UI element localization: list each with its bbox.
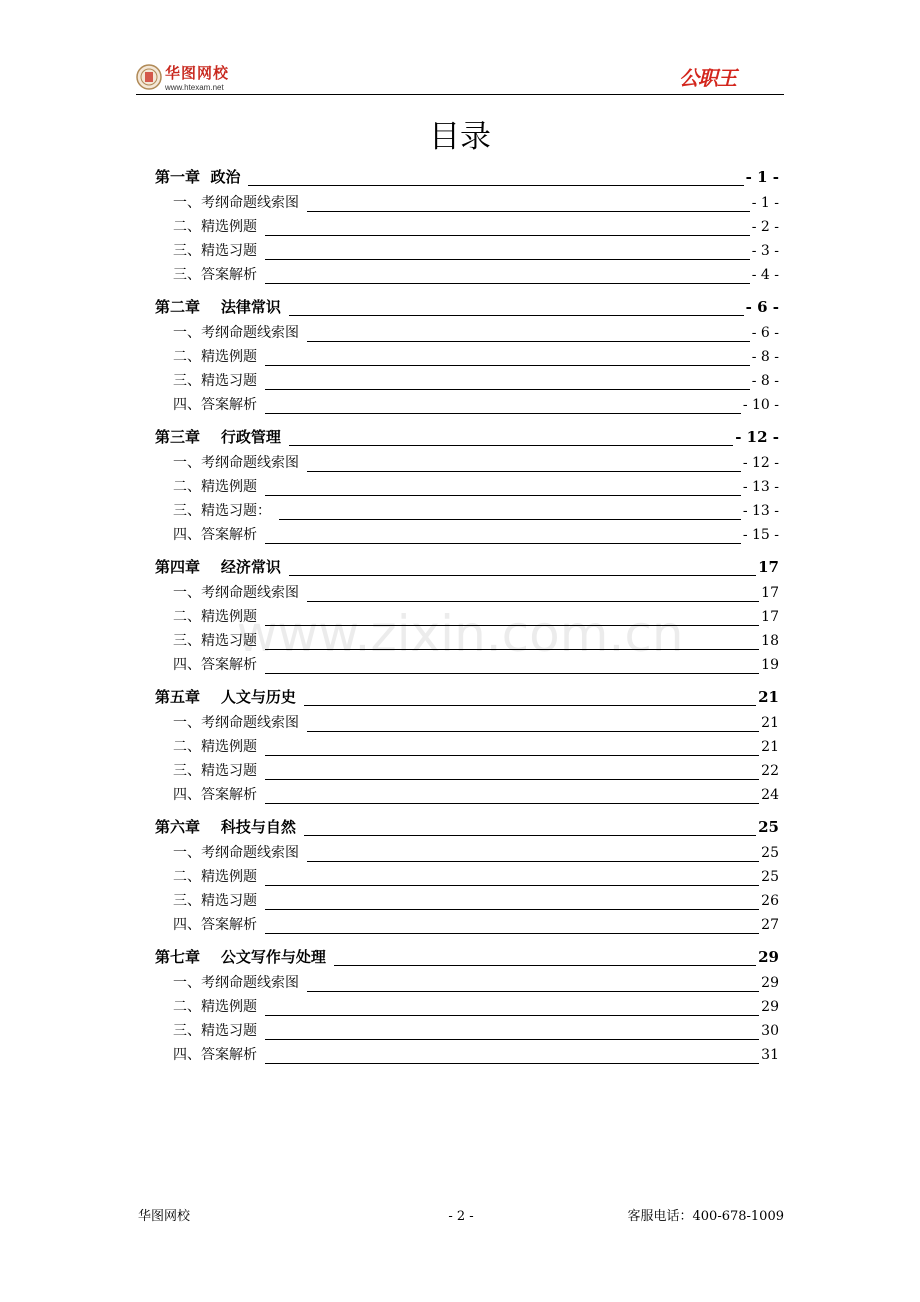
page-title: 目录 <box>429 119 491 155</box>
toc-section-label: 二、精选例题 <box>173 479 257 495</box>
toc-section-label: 三、精选习题 <box>173 633 257 649</box>
toc-section-row[interactable] <box>155 322 779 344</box>
toc-section-page-number: - 6 - <box>751 325 779 341</box>
toc-section-leader-line <box>265 1039 759 1040</box>
toc-section-page-number: 21 <box>761 739 779 755</box>
toc-chapter-row[interactable] <box>155 686 779 708</box>
toc-chapter-leader-line <box>248 185 744 186</box>
toc-section-leader-line <box>265 755 759 756</box>
toc-section-row[interactable] <box>155 370 779 392</box>
toc-section-label: 一、考纲命题线索图 <box>173 715 299 731</box>
toc-section-label: 三、精选习题： <box>173 503 271 519</box>
toc-section-row[interactable] <box>155 866 779 888</box>
toc-section-label: 一、考纲命题线索图 <box>173 585 299 601</box>
toc-chapter-row[interactable] <box>155 556 779 578</box>
toc-section-leader-line <box>265 259 750 260</box>
watermark: www.zixin.com.cn <box>236 605 684 663</box>
toc-section-row[interactable] <box>155 1044 779 1066</box>
toc-section-leader-line <box>265 235 750 236</box>
toc-section-row[interactable] <box>155 784 779 806</box>
toc-chapter-label: 第三章 行政管理 <box>155 428 281 446</box>
toc-chapter-page-number: - 12 - <box>735 428 779 446</box>
toc-section-leader-line <box>265 779 759 780</box>
toc-section-page-number: 19 <box>761 657 779 673</box>
toc-chapter-label: 第七章 公文写作与处理 <box>155 948 326 966</box>
toc-section-leader-line <box>265 909 759 910</box>
toc-chapter-page-number: 29 <box>758 948 779 966</box>
toc-section-page-number: - 10 - <box>742 397 779 413</box>
toc-section-page-number: - 15 - <box>742 527 779 543</box>
toc-section-leader-line <box>265 803 759 804</box>
toc-section-leader-line <box>265 413 741 414</box>
brand-logo <box>136 64 276 94</box>
toc-section-label: 三、精选习题 <box>173 373 257 389</box>
toc-section-page-number: - 3 - <box>751 243 779 259</box>
toc-chapter-page-number: 21 <box>758 688 779 706</box>
toc-section-label: 二、精选例题 <box>173 219 257 235</box>
toc-section-label: 一、考纲命题线索图 <box>173 325 299 341</box>
toc-chapter-leader-line <box>289 575 756 576</box>
toc-chapter-label: 第二章 法律常识 <box>155 298 281 316</box>
toc-section-row[interactable] <box>155 736 779 758</box>
toc-section-row[interactable] <box>155 452 779 474</box>
toc-section-label: 三、答案解析 <box>173 267 257 283</box>
toc-section-label: 二、精选例题 <box>173 739 257 755</box>
footer-brand: 华图网校 <box>138 1209 191 1224</box>
toc-section-page-number: 21 <box>761 715 779 731</box>
toc-section-page-number: 22 <box>761 763 779 779</box>
toc-section-page-number: - 12 - <box>742 455 779 471</box>
toc-section-row[interactable] <box>155 972 779 994</box>
toc-section-page-number: 25 <box>761 869 779 885</box>
gongzhiwang-logo: 公职王 <box>679 66 736 90</box>
toc-section-label: 二、精选例题 <box>173 869 257 885</box>
toc-chapter-label: 第六章 科技与自然 <box>155 818 296 836</box>
toc-chapter-page-number: - 1 - <box>745 168 779 186</box>
toc-chapter-row[interactable] <box>155 946 779 968</box>
toc-section-page-number: 30 <box>761 1023 779 1039</box>
toc-chapter-leader-line <box>304 835 756 836</box>
toc-section-row[interactable] <box>155 582 779 604</box>
toc-section-leader-line <box>265 543 741 544</box>
toc-section-leader-line <box>307 211 750 212</box>
toc-section-row[interactable] <box>155 1020 779 1042</box>
toc-section-row[interactable] <box>155 192 779 214</box>
toc-chapter-leader-line <box>289 445 733 446</box>
toc-section-page-number: 26 <box>761 893 779 909</box>
toc-section-leader-line <box>307 471 741 472</box>
toc-section-page-number: 17 <box>761 585 779 601</box>
toc-section-leader-line <box>265 1015 759 1016</box>
toc-section-row[interactable] <box>155 346 779 368</box>
footer-hotline: 客服电话：400-678-1009 <box>627 1209 784 1224</box>
toc-chapter-page-number: - 6 - <box>745 298 779 316</box>
toc-section-row[interactable] <box>155 216 779 238</box>
toc-section-leader-line <box>265 933 759 934</box>
toc-chapter-leader-line <box>304 705 756 706</box>
toc-section-leader-line <box>265 673 759 674</box>
toc-section-row[interactable] <box>155 914 779 936</box>
toc-section-page-number: - 13 - <box>742 503 779 519</box>
toc-section-label: 三、精选习题 <box>173 1023 257 1039</box>
toc-section-leader-line <box>307 731 759 732</box>
toc-section-leader-line <box>307 341 750 342</box>
brand-name: 华图网校 <box>165 64 230 82</box>
toc-section-leader-line <box>307 861 759 862</box>
toc-section-leader-line <box>265 389 750 390</box>
toc-section-label: 二、精选例题 <box>173 999 257 1015</box>
toc-section-label: 四、答案解析 <box>173 787 257 803</box>
toc-section-label: 四、答案解析 <box>173 657 257 673</box>
toc-chapter-page-number: 25 <box>758 818 779 836</box>
toc-section-label: 三、精选习题 <box>173 763 257 779</box>
toc-section-leader-line <box>265 495 741 496</box>
toc-chapter-leader-line <box>289 315 744 316</box>
toc-section-page-number: - 4 - <box>751 267 779 283</box>
toc-chapter-label: 第五章 人文与历史 <box>155 688 296 706</box>
toc-section-row[interactable] <box>155 712 779 734</box>
toc-section-label: 一、考纲命题线索图 <box>173 455 299 471</box>
toc-section-row[interactable] <box>155 996 779 1018</box>
toc-section-row[interactable] <box>155 476 779 498</box>
toc-section-page-number: - 2 - <box>751 219 779 235</box>
toc-section-leader-line <box>265 1063 759 1064</box>
toc-section-row[interactable] <box>155 842 779 864</box>
toc-section-leader-line <box>307 601 759 602</box>
toc-chapter-row[interactable] <box>155 816 779 838</box>
toc-chapter-row[interactable] <box>155 296 779 318</box>
toc-section-label: 一、考纲命题线索图 <box>173 975 299 991</box>
toc-chapter-label: 第四章 经济常识 <box>155 558 281 576</box>
toc-section-page-number: 29 <box>761 999 779 1015</box>
toc-chapter-page-number: 17 <box>758 558 779 576</box>
toc-section-row[interactable] <box>155 394 779 416</box>
toc-section-leader-line <box>265 283 750 284</box>
seal-icon <box>136 64 162 90</box>
toc-section-page-number: - 1 - <box>751 195 779 211</box>
toc-section-label: 一、考纲命题线索图 <box>173 845 299 861</box>
page-header <box>136 60 784 95</box>
brand-url: www.htexam.net <box>165 83 224 92</box>
toc-chapter-leader-line <box>334 965 756 966</box>
page-footer <box>138 1207 784 1227</box>
toc-section-label: 三、精选习题 <box>173 243 257 259</box>
toc-section-row[interactable] <box>155 524 779 546</box>
toc-section-page-number: 31 <box>761 1047 779 1063</box>
toc-section-row[interactable] <box>155 500 779 522</box>
toc-section-label: 一、考纲命题线索图 <box>173 195 299 211</box>
toc-section-page-number: 17 <box>761 609 779 625</box>
toc-section-label: 四、答案解析 <box>173 397 257 413</box>
toc-section-row[interactable] <box>155 240 779 262</box>
toc-chapter-label: 第一章 政治 <box>155 168 241 186</box>
toc-section-page-number: - 13 - <box>742 479 779 495</box>
toc-section-page-number: - 8 - <box>751 373 779 389</box>
toc-section-page-number: 18 <box>761 633 779 649</box>
footer-page-number: - 2 - <box>448 1209 474 1224</box>
toc-section-leader-line <box>279 519 741 520</box>
toc-section-leader-line <box>265 885 759 886</box>
toc-section-row[interactable] <box>155 760 779 782</box>
toc-section-label: 四、答案解析 <box>173 527 257 543</box>
toc-chapter-row[interactable] <box>155 426 779 448</box>
toc-section-page-number: 27 <box>761 917 779 933</box>
toc-section-label: 二、精选例题 <box>173 349 257 365</box>
toc-section-row[interactable] <box>155 264 779 286</box>
toc-section-page-number: 25 <box>761 845 779 861</box>
toc-section-label: 二、精选例题 <box>173 609 257 625</box>
toc-section-leader-line <box>307 991 759 992</box>
toc-section-page-number: 24 <box>761 787 779 803</box>
toc-section-page-number: - 8 - <box>751 349 779 365</box>
toc-section-label: 四、答案解析 <box>173 917 257 933</box>
toc-section-row[interactable] <box>155 890 779 912</box>
toc-chapter-row[interactable] <box>155 166 779 188</box>
toc-section-leader-line <box>265 365 750 366</box>
toc-section-label: 三、精选习题 <box>173 893 257 909</box>
toc-section-label: 四、答案解析 <box>173 1047 257 1063</box>
toc-section-page-number: 29 <box>761 975 779 991</box>
